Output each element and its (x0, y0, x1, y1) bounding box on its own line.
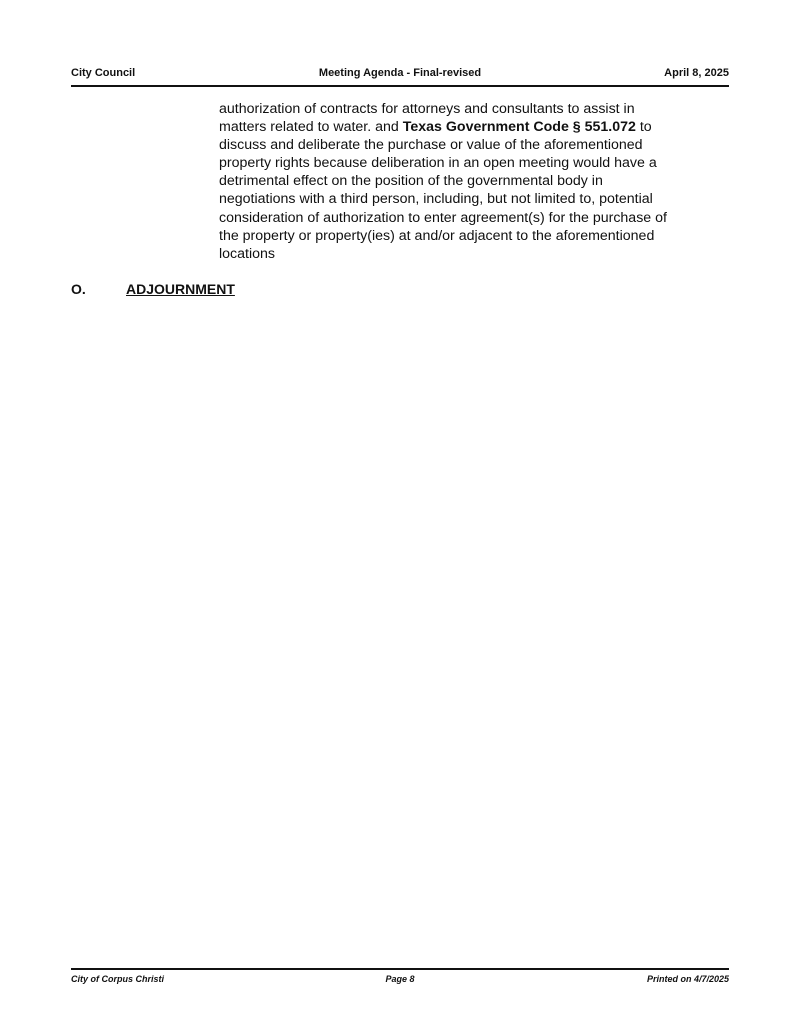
page-header (71, 67, 729, 83)
legal-citation: Texas Government Code § 551.072 (402, 119, 636, 136)
footer-divider (71, 968, 729, 970)
agenda-item-text (219, 100, 679, 263)
header-document-title: Meeting Agenda - Final-revised (318, 67, 482, 79)
body-text-part: authorization of contracts for attorneys and consultants to assist in matters related to water. and (219, 101, 635, 136)
footer-page-number: Page 8 (385, 974, 415, 984)
footer-printed-date: Printed on 4/7/2025 (646, 974, 729, 984)
header-organization: City Council (71, 67, 136, 79)
header-meeting-date: April 8, 2025 (664, 67, 729, 79)
header-divider (71, 85, 729, 87)
section-title: ADJOURNMENT (126, 281, 235, 297)
body-text-part: to discuss and deliberate the purchase or value of the aforementioned property rights because deliberation in an open meeting would have a detrimental effect on the position of the governmental body in negotiations with a third person, including, but not limited to, potential consideration of authorization to enter agreement(s) for the purchase of the property or property(ies) at and/or adjacent to the aforementioned locations (219, 119, 667, 262)
section-letter: O. (71, 281, 86, 297)
footer-organization: City of Corpus Christi (71, 974, 165, 984)
page-footer (71, 974, 729, 988)
